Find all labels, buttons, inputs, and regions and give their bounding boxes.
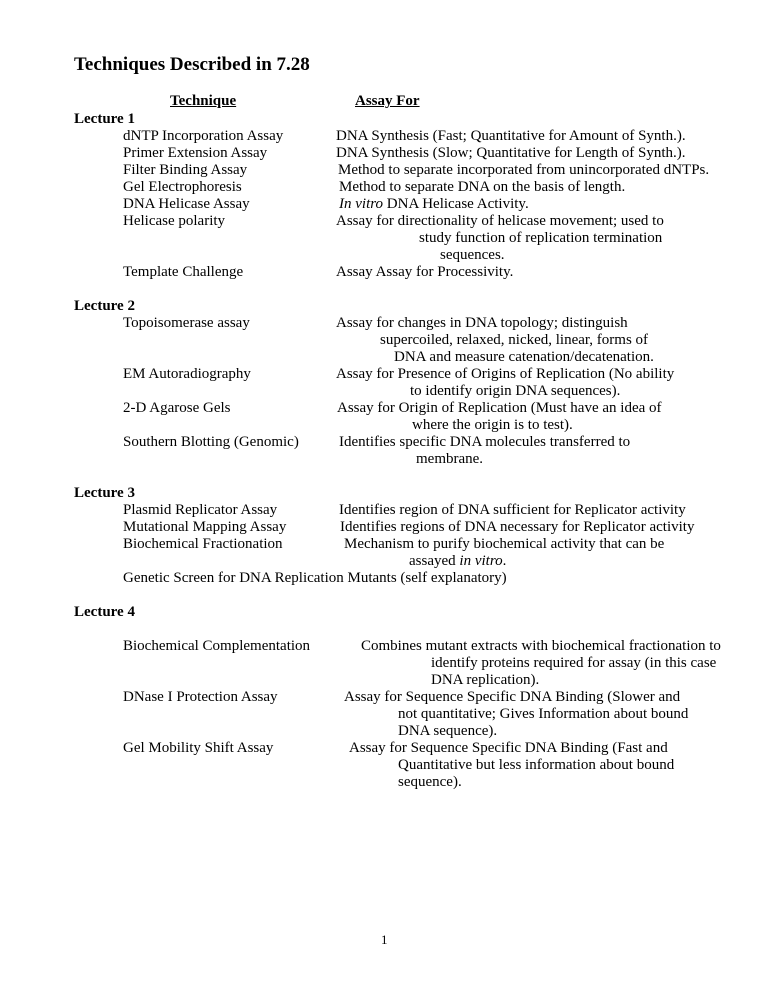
technique-2d-agarose-gels: 2-D Agarose Gels [123,400,231,416]
technique-dna-helicase: DNA Helicase Assay [123,196,250,212]
assay-dntp-incorporation: DNA Synthesis (Fast; Quantitative for Amount of Synth.). [336,128,686,144]
lecture-2-heading: Lecture 2 [74,298,135,314]
technique-dntp-incorporation: dNTP Incorporation Assay [123,128,284,144]
lecture-3-heading: Lecture 3 [74,485,135,501]
technique-topoisomerase: Topoisomerase assay [123,315,250,331]
in-vitro-italic: In vitro [339,196,384,212]
assay-2d-agarose-gels-line2: where the origin is to test). [412,417,573,433]
assay-primer-extension: DNA Synthesis (Slow; Quantitative for Length of Synth.). [336,145,686,161]
lecture-4-heading: Lecture 4 [74,604,135,620]
page-title: Techniques Described in 7.28 [74,54,310,75]
in-vitro-italic: in vitro [459,553,503,569]
technique-gel-electrophoresis: Gel Electrophoresis [123,179,242,195]
assay-dnase-protection-line2: not quantitative; Gives Information about bound [398,706,689,722]
assay-plasmid-replicator: Identifies region of DNA sufficient for Replicator activity [339,502,686,518]
assay-gel-mobility-shift-line3: sequence). [398,774,462,790]
assay-em-autoradiography-line2: to identify origin DNA sequences). [410,383,621,399]
assay-mutational-mapping: Identifies regions of DNA necessary for Replicator activity [340,519,695,535]
technique-mutational-mapping: Mutational Mapping Assay [123,519,287,535]
page-number: 1 [381,932,388,947]
assay-2d-agarose-gels-line1: Assay for Origin of Replication (Must have an idea of [337,400,662,416]
assay-gel-mobility-shift-line1: Assay for Sequence Specific DNA Binding (Fast and [349,740,668,756]
assayed-text: assayed [409,553,460,569]
lecture-1-heading: Lecture 1 [74,111,135,127]
technique-template-challenge: Template Challenge [123,264,244,280]
column-header-assay-for: Assay For [355,93,420,109]
technique-primer-extension: Primer Extension Assay [123,145,268,161]
assay-southern-blotting-line1: Identifies specific DNA molecules transferred to [339,434,631,450]
assay-dnase-protection-line3: DNA sequence). [398,723,498,739]
assay-helicase-polarity-line3: sequences. [440,247,505,263]
assay-dna-helicase-text: DNA Helicase Activity. [383,196,529,212]
assay-topoisomerase-line1: Assay for changes in DNA topology; distinguish [336,315,628,331]
technique-plasmid-replicator: Plasmid Replicator Assay [123,502,278,518]
technique-em-autoradiography: EM Autoradiography [123,366,251,382]
assay-filter-binding: Method to separate incorporated from unincorporated dNTPs. [338,162,710,178]
assay-southern-blotting-line2: membrane. [416,451,484,467]
technique-helicase-polarity: Helicase polarity [123,213,226,229]
assay-biochemical-fractionation-line2 [409,552,506,570]
assay-helicase-polarity-line2: study function of replication termination [419,230,663,246]
assay-gel-mobility-shift-line2: Quantitative but less information about bound [398,757,675,773]
assay-biochemical-complementation-line2: identify proteins required for assay (in this case [431,655,717,671]
assay-gel-electrophoresis: Method to separate DNA on the basis of length. [339,179,626,195]
assay-biochemical-complementation-line3: DNA replication). [431,672,540,688]
assay-biochemical-complementation-line1: Combines mutant extracts with biochemical fractionation to [361,638,721,654]
technique-filter-binding: Filter Binding Assay [123,162,248,178]
technique-dnase-protection: DNase I Protection Assay [123,689,278,705]
period-text: . [502,553,507,569]
assay-dna-helicase [339,195,529,213]
assay-dnase-protection-line1: Assay for Sequence Specific DNA Binding (Slower and [344,689,681,705]
column-header-technique: Technique [170,93,237,109]
assay-em-autoradiography-line1: Assay for Presence of Origins of Replication (No ability [336,366,675,382]
assay-biochemical-fractionation-line1: Mechanism to purify biochemical activity that can be [344,536,665,552]
assay-topoisomerase-line3: DNA and measure catenation/decatenation. [394,349,654,365]
technique-biochemical-fractionation: Biochemical Fractionation [123,536,283,552]
technique-southern-blotting: Southern Blotting (Genomic) [123,434,299,450]
assay-topoisomerase-line2: supercoiled, relaxed, nicked, linear, forms of [380,332,649,348]
technique-genetic-screen: Genetic Screen for DNA Replication Mutants (self explanatory) [123,570,507,586]
assay-helicase-polarity-line1: Assay for directionality of helicase movement; used to [336,213,664,229]
assay-template-challenge: Assay Assay for Processivity. [336,264,514,280]
technique-gel-mobility-shift: Gel Mobility Shift Assay [123,740,274,756]
technique-biochemical-complementation: Biochemical Complementation [123,638,311,654]
